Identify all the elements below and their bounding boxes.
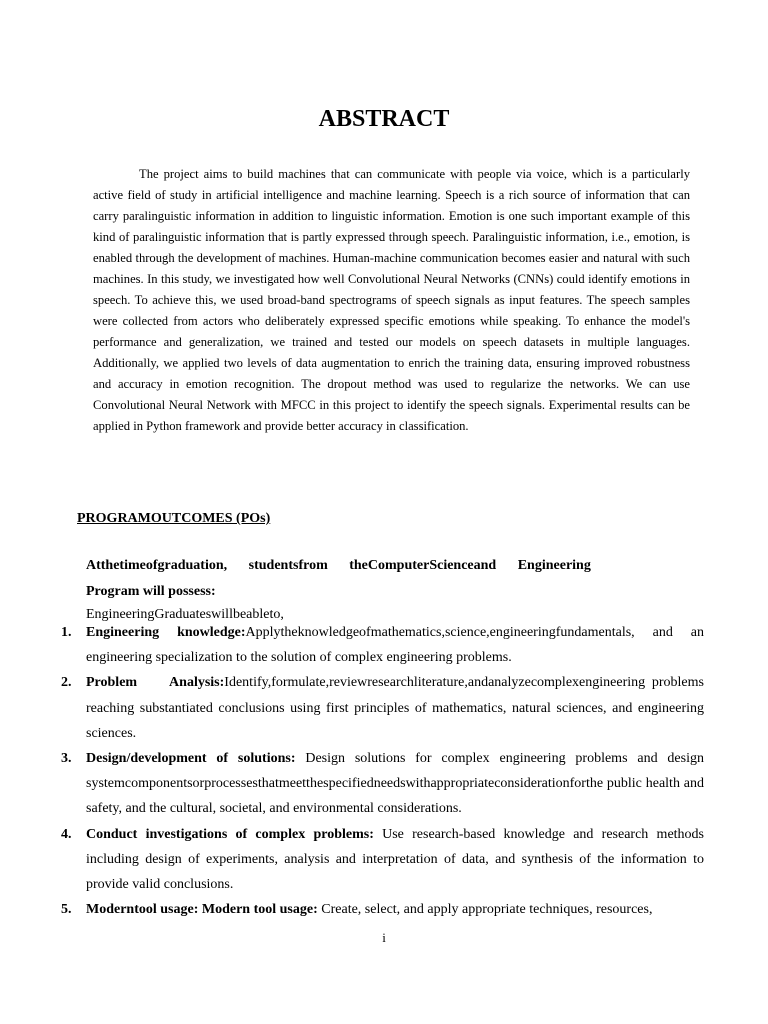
po-label: Conduct investigations of complex problems: — [86, 826, 374, 842]
po-item-4 — [0, 822, 704, 898]
po-number: 2. — [61, 675, 72, 691]
graduates-line: EngineeringGraduateswillbeableto, — [86, 607, 284, 622]
po-label: Design/development of solutions: — [86, 751, 296, 767]
program-outcomes-intro — [86, 553, 626, 605]
po-text: Use research-based knowledge and research methods including design of experiments, analysis and interpretation of data, and synthesis of the information to provide valid conclusions. — [86, 826, 704, 893]
po-item-2 — [0, 670, 704, 746]
po-label: Moderntool usage: Modern tool usage: — [86, 902, 318, 918]
po-number: 5. — [61, 902, 72, 918]
po-text: Applytheknowledgeofmathematics,science,engineeringfundamentals, and an engineering specialization to the solution of complex engineering problems. — [86, 625, 704, 666]
po-label: Problem Analysis: — [86, 675, 225, 691]
abstract-title: ABSTRACT — [318, 106, 450, 132]
page-number: i — [382, 930, 386, 945]
intro-line-2: Program will possess: — [86, 584, 216, 599]
po-number: 3. — [61, 751, 72, 767]
po-label: Engineering knowledge: — [86, 625, 246, 640]
po-text: Create, select, and apply appropriate techniques, resources, — [317, 902, 653, 918]
abstract-body: The project aims to build machines that can communicate with people via voice, which is a particularly active field of study in artificial intelligence and machine learning. Speech is a rich source of information that can carry paralinguistic information in addition to linguistic information. Emotion is one such important example of this kind of paralinguistic information that is partly expressed through speech. Paralinguistic information, i.e., emotion, is enabled through the development of machines. Human-machine communication becomes easier and natural with such machines. In this study, we investigated how well Convolutional Neural Networks (CNNs) could identify emotions in speech. To achieve this, we used broad-band spectrograms of speech signals as input features. The speech samples were collected from actors who deliberately expressed specific emotions while speaking. To enhance the model's performance and generalization, we trained and tested our models on speech datasets in multiple languages. Additionally, we applied two levels of data augmentation to enrich the training data, ensuring improved robustness and accuracy in emotion recognition. The dropout method was used to regularize the networks. We can use Convolutional Neural Network with MFCC in this project to identify the speech signals. Experimental results can be applied in Python framework and provide better accuracy in classification. — [93, 167, 690, 433]
po-text: Design solutions for complex engineering problems and design systemcomponentsorprocessesthatmeetthespecifiedneedswithappropriateconsiderationforthe public health and safety, and the cultural, societal, and environmental considerations. — [86, 751, 704, 817]
po-number: 4. — [61, 826, 72, 842]
program-outcomes-list — [0, 620, 768, 922]
intro-line-1: Atthetimeofgraduation, studentsfrom theComputerScienceand Engineering — [86, 558, 591, 573]
program-outcomes-heading: PROGRAMOUTCOMES (POs) — [77, 511, 271, 526]
po-number: 1. — [61, 625, 72, 640]
po-item-3 — [0, 746, 704, 822]
po-text: Identify,formulate,reviewresearchliterature,andanalyzecomplexengineering problems reaching substantiated conclusions using first principles of mathematics, natural sciences, and engineering sciences. — [86, 675, 704, 741]
po-item-5 — [0, 897, 704, 922]
po-item-1 — [0, 620, 704, 670]
